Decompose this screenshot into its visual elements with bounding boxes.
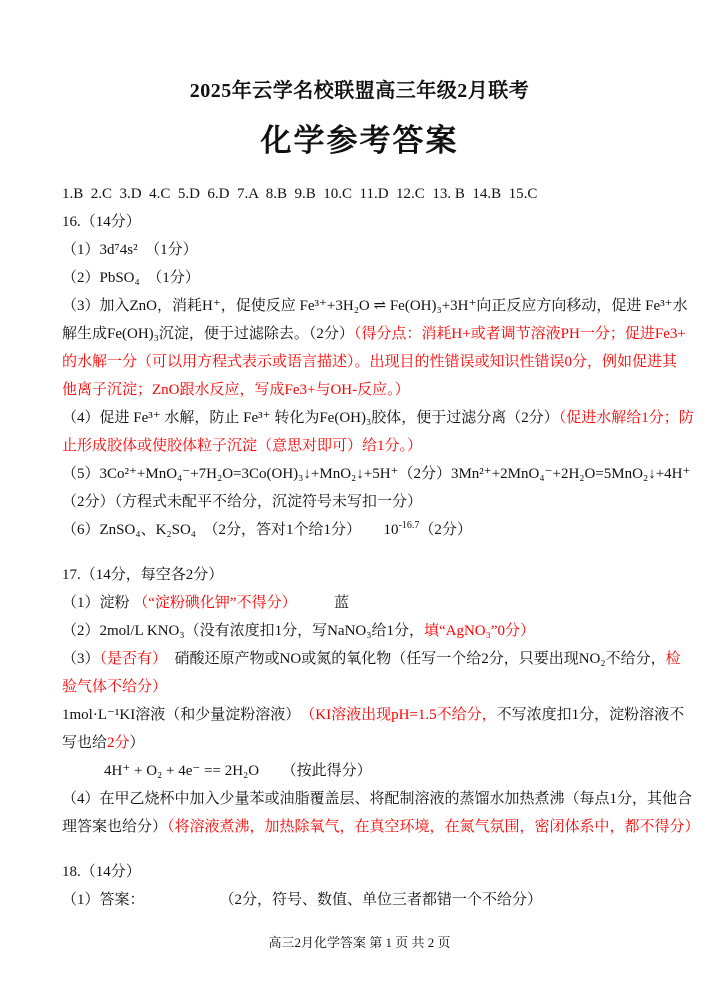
- answer-key: [62, 180, 657, 208]
- q16-answer-5-line2: [62, 488, 657, 516]
- answer-text: （4）在甲乙烧杯中加入少量苯或油脂覆盖层、将配制溶液的蒸馏水加热煮沸（每点1分，其他合: [62, 791, 693, 807]
- answer-text: （1）淀粉: [62, 595, 134, 611]
- answer-text: 蓝: [289, 595, 350, 611]
- answer-text: 4H⁺ + O₂ + 4e⁻ == 2H₂O （按此得分）: [104, 763, 372, 779]
- answer-text: ）: [129, 735, 145, 751]
- answer-text: （3）: [62, 651, 100, 667]
- answer-text: 理答案也给分）: [62, 819, 168, 835]
- q16-answer-3-line1: [62, 292, 688, 320]
- q16-answer-6: [62, 516, 657, 544]
- q17-answer-3-line1: [62, 645, 681, 673]
- q17-answer-2: [62, 617, 657, 645]
- q16-heading: [62, 208, 657, 236]
- answer-text: -16.7: [398, 520, 420, 531]
- q17-answer-3-line3: [62, 701, 685, 729]
- answer-text: （5）3Co²⁺+MnO₄⁻+7H₂O=3Co(OH)₃↓+MnO₂↓+5H⁺（2分）3Mn²⁺+2MnO₄⁻+2H₂O=5MnO₂↓+4H⁺: [62, 466, 691, 482]
- answer-text: （2分）（方程式未配平不给分，沉淀符号未写扣一分）: [62, 494, 423, 510]
- scoring-note-text: （得分点：消耗H+或者调节溶液PH一分；促进Fe3+: [353, 326, 686, 342]
- q17-answer-3-line2: [62, 673, 657, 701]
- answer-text: 18.（14分）: [62, 864, 141, 880]
- exam-title: 2025年云学名校联盟高三年级2月联考: [189, 80, 530, 102]
- answer-text: 不写浓度扣1分，淀粉溶液不: [496, 707, 685, 723]
- q16-answer-4-line1: [62, 404, 694, 432]
- answer-text: 硝酸还原产物或NO或氮的氧化物（任写一个给2分，只要出现NO₂不给分，: [159, 651, 666, 667]
- answer-text: （2）PbSO₄ （1分）: [62, 270, 200, 286]
- answer-text: （2）2mol/L KNO₃（没有浓度扣1分，写NaNO₃给1分，: [62, 623, 424, 639]
- scoring-note-text: （KI溶液出现pH=1.5不给分，: [307, 707, 497, 723]
- answer-sheet-title: 化学参考答案: [260, 123, 459, 158]
- scoring-note-text: 他离子沉淀；ZnO跟水反应，写成Fe3+与OH-反应。）: [62, 382, 410, 398]
- scoring-note-text: （将溶液煮沸，加热除氧气，在真空环境，在氮气氛围，密闭体系中，都不得分）: [167, 819, 700, 835]
- answer-text: 1.B 2.C 3.D 4.C 5.D 6.D 7.A 8.B 9.B 10.C 11.D 12.C 13. B 14.B 15.C: [62, 186, 538, 202]
- answer-text: 1mol·L⁻¹KI溶液（和少量淀粉溶液）: [62, 707, 308, 723]
- q16-answer-3-line3: [62, 348, 678, 376]
- answer-text: （3）加入ZnO，消耗H⁺，促使反应 Fe³⁺+3H₂O ⇌ Fe(OH)₃+3H⁺向正反应方向移动，促进 Fe³⁺水: [62, 298, 688, 314]
- q17-answer-3-line4: [62, 729, 657, 757]
- q16-answer-3-line2: [62, 320, 686, 348]
- answer-text: （1）3d⁷4s² （1分）: [62, 242, 198, 258]
- scoring-note-text: 检: [665, 651, 681, 667]
- answer-text: 解生成Fe(OH)₃沉淀，便于过滤除去。（2分）: [62, 326, 354, 342]
- scoring-note-text: （促进水解给1分；防: [558, 410, 694, 426]
- answer-text: （6）ZnSO₄、K₂SO₄ （2分，答对1个给1分） 10: [62, 522, 399, 538]
- answer-text: 写也给: [62, 735, 108, 751]
- q17-answer-4-line2: [62, 813, 700, 841]
- answer-text: （4）促进 Fe³⁺ 水解，防止 Fe³⁺ 转化为Fe(OH)₃胶体，便于过滤分离（2分）: [62, 410, 559, 426]
- q16-answer-5-line1: [62, 460, 691, 488]
- q17-electrode-equation: [62, 757, 657, 785]
- answer-text: （2分）: [419, 522, 472, 538]
- page-footer: 高三2月化学答案 第 1 页 共 2 页: [268, 935, 451, 950]
- q16-answer-1: [62, 236, 657, 264]
- q18-answer-1: [62, 886, 657, 914]
- blank-line: [62, 544, 657, 561]
- answer-text: 17.（14分，每空各2分）: [62, 567, 224, 583]
- scoring-note-text: 2分: [107, 735, 130, 751]
- scoring-note-text: 的水解一分（可以用方程式表示或语言描述）。出现目的性错误或知识性错误0分，例如促进其: [62, 354, 678, 370]
- scoring-note-text: （是否有）: [99, 651, 160, 667]
- q16-answer-2: [62, 264, 657, 292]
- q17-answer-1: [62, 589, 657, 617]
- document-body: [62, 180, 700, 914]
- q16-answer-3-line4: [62, 376, 657, 404]
- blank-line: [62, 841, 657, 858]
- q18-heading: [62, 858, 657, 886]
- q16-answer-4-line2: [62, 432, 657, 460]
- scoring-note-text: （“淀粉碘化钾”不得分）: [133, 595, 290, 611]
- q17-heading: [62, 561, 657, 589]
- scoring-note-text: 填“AgNO₃”0分）: [423, 623, 536, 639]
- answer-text: 16.（14分）: [62, 214, 141, 230]
- scoring-note-text: 验气体不给分）: [62, 679, 168, 695]
- answer-text: （1）答案： （2分，符号、数值、单位三者都错一个不给分）: [62, 892, 543, 908]
- scoring-note-text: 止形成胶体或使胶体粒子沉淀（意思对即可）给1分。）: [62, 438, 423, 454]
- q17-answer-4-line1: [62, 785, 693, 813]
